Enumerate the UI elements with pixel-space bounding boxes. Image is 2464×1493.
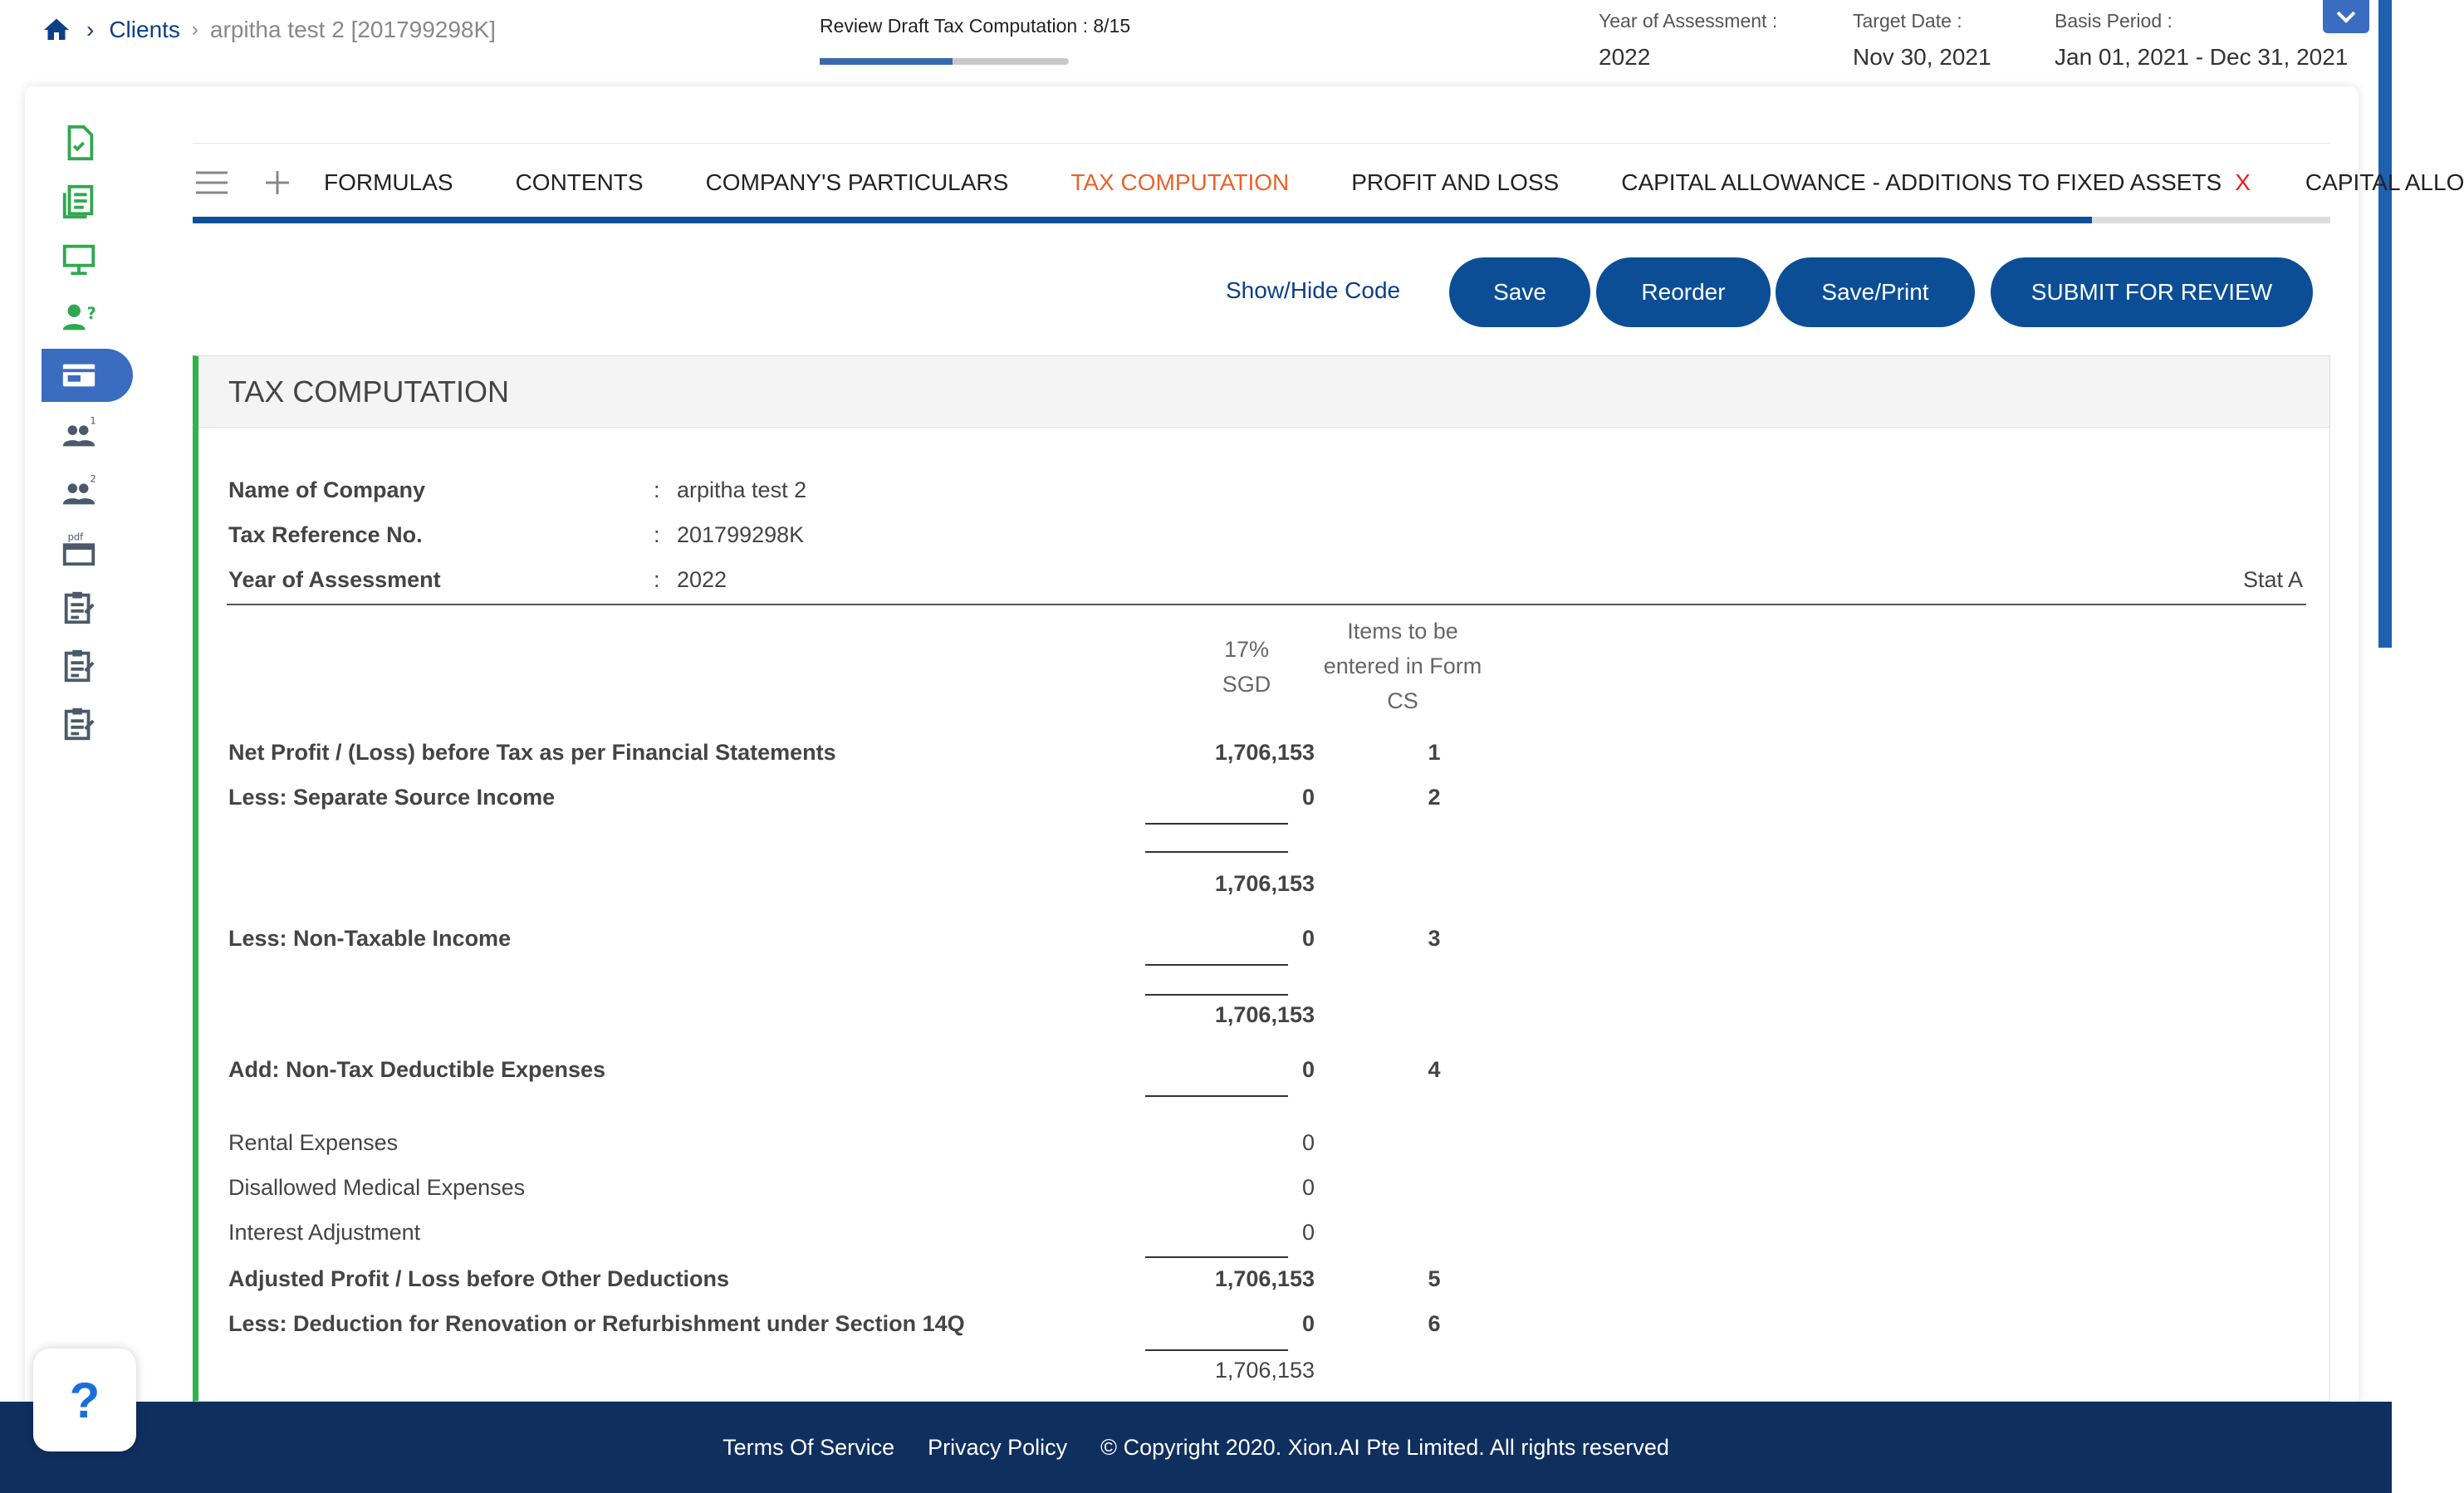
tab-capital-allowance-additions[interactable] <box>1621 169 2251 196</box>
row-cs-item: 4 <box>1428 1057 1441 1082</box>
progress-fill <box>820 58 953 65</box>
row-amount: 1,706,153 <box>1214 1266 1315 1291</box>
subtotal-rule <box>1145 994 1288 996</box>
row-amount: 0 <box>1301 1175 1315 1200</box>
sidebar-item-team-1[interactable] <box>42 407 133 460</box>
monitor-icon <box>60 240 98 278</box>
row-amount: 0 <box>1301 926 1315 951</box>
column-header-form-cs <box>1295 614 1511 718</box>
sidebar-item-clipboard-1[interactable] <box>42 581 133 634</box>
privacy-policy-link[interactable]: Privacy Policy <box>928 1434 1068 1460</box>
svg-text:?: ? <box>86 303 96 323</box>
basis-period <box>2055 10 2348 71</box>
panel-title: TAX COMPUTATION <box>198 356 2329 428</box>
subtotal-rule <box>1145 1349 1288 1351</box>
row-cs-item: 1 <box>1428 740 1441 765</box>
clipboard-icon <box>60 705 98 743</box>
chevron-right-icon: › <box>86 17 95 42</box>
tab-scrollbar-thumb[interactable] <box>193 217 2092 223</box>
row-cs-item: 3 <box>1428 926 1441 951</box>
chevron-right-icon: › <box>191 18 198 41</box>
save-button[interactable]: Save <box>1449 257 1590 327</box>
tab-label: CAPITAL ALLOWANCE - ADDITIONS TO FIXED ASSETS <box>1621 169 2222 195</box>
row-label: Rental Expenses <box>228 1130 399 1155</box>
basis-label: Basis Period : <box>2055 10 2173 32</box>
column-header-line: 17% <box>1223 637 1270 662</box>
tab-formulas[interactable]: FORMULAS <box>324 169 453 195</box>
subtotal-rule <box>1145 964 1288 966</box>
row-cs-item: 6 <box>1428 1311 1441 1336</box>
user-question-icon <box>60 298 98 336</box>
clipboard-icon <box>60 589 98 627</box>
sidebar-item-documents[interactable] <box>42 174 133 228</box>
row-label: Net Profit / (Loss) before Tax as per Financial Statements <box>228 740 836 765</box>
submit-for-review-button[interactable]: SUBMIT FOR REVIEW <box>1991 257 2313 327</box>
footer <box>0 1402 2392 1493</box>
row-amount: 0 <box>1301 1130 1315 1155</box>
column-header-line: entered in Form <box>1323 653 1482 678</box>
row-label: Interest Adjustment <box>228 1220 421 1245</box>
info-colon: : <box>654 477 660 502</box>
home-icon[interactable] <box>42 15 71 45</box>
year-of-assessment <box>1599 10 1777 71</box>
menu-icon[interactable] <box>196 166 228 199</box>
tab-contents[interactable]: CONTENTS <box>515 169 644 195</box>
row-label: Disallowed Medical Expenses <box>228 1175 526 1200</box>
info-colon: : <box>654 522 660 547</box>
tab-companys-particulars[interactable]: COMPANY'S PARTICULARS <box>705 169 1009 195</box>
row-amount: 1,706,153 <box>1214 871 1315 896</box>
users-1-icon <box>60 414 98 453</box>
panel-body <box>198 428 2329 1424</box>
row-label: Adjusted Profit / Loss before Other Deductions <box>228 1266 730 1291</box>
help-button[interactable]: ? <box>33 1349 136 1451</box>
sidebar-item-team-2[interactable] <box>42 465 133 518</box>
svg-text:pdf: pdf <box>67 531 84 543</box>
column-header-line: CS <box>1387 688 1418 713</box>
tab-capital-allowance-more[interactable]: CAPITAL ALLO <box>2305 169 2464 195</box>
chevron-down-icon <box>2334 8 2358 25</box>
sidebar-item-clipboard-3[interactable] <box>42 698 133 751</box>
row-amount: 0 <box>1301 1057 1315 1082</box>
file-check-icon <box>60 124 98 162</box>
year-label: Year of Assessment : <box>1599 10 1778 32</box>
tax-computation-panel <box>193 355 2330 1402</box>
target-label: Target Date : <box>1853 10 1962 32</box>
subtotal-rule <box>1145 1256 1288 1258</box>
info-label: Year of Assessment <box>228 567 441 592</box>
breadcrumb-current: arpitha test 2 [201799298K] <box>209 17 496 42</box>
top-header <box>0 0 2392 83</box>
info-label: Tax Reference No. <box>228 522 423 547</box>
tab-profit-and-loss[interactable]: PROFIT AND LOSS <box>1351 169 1560 195</box>
sidebar-item-tax-computation[interactable] <box>42 349 133 402</box>
row-label: Add: Non-Tax Deductible Expenses <box>228 1057 606 1082</box>
progress-label: Review Draft Tax Computation : 8/15 <box>820 15 1131 37</box>
progress-bar <box>820 58 1069 65</box>
column-header-line: SGD <box>1222 672 1271 697</box>
target-date <box>1853 10 1991 71</box>
row-amount: 0 <box>1301 1311 1315 1336</box>
sidebar-item-monitor[interactable] <box>42 233 133 286</box>
tab-tax-computation[interactable]: TAX COMPUTATION <box>1070 169 1290 195</box>
tab-bar <box>193 143 2464 223</box>
breadcrumb-clients-link[interactable]: Clients <box>109 17 180 42</box>
row-cs-item: 5 <box>1428 1266 1441 1291</box>
header-divider <box>227 604 2306 605</box>
close-tab-icon[interactable]: X <box>2235 169 2251 195</box>
info-value: arpitha test 2 <box>677 477 807 502</box>
page-scrollbar[interactable] <box>2378 0 2392 648</box>
pdf-icon <box>60 531 98 569</box>
sidebar-item-clipboard-2[interactable] <box>42 639 133 693</box>
users-2-icon <box>60 472 98 511</box>
sidebar-item-pdf[interactable] <box>42 523 133 576</box>
row-label: Less: Separate Source Income <box>228 785 556 810</box>
breadcrumb <box>42 15 496 45</box>
row-cs-item: 2 <box>1428 785 1441 810</box>
svg-text:2: 2 <box>90 472 96 485</box>
target-value: Nov 30, 2021 <box>1853 44 1991 70</box>
sidebar-item-checklist[interactable] <box>42 116 133 169</box>
row-amount: 0 <box>1301 1220 1315 1245</box>
show-hide-code-link[interactable]: Show/Hide Code <box>1226 277 1401 303</box>
sidebar-item-user-query[interactable] <box>42 291 133 344</box>
card-icon <box>60 356 98 394</box>
row-label: Less: Deduction for Renovation or Refurbishment under Section 14Q <box>228 1311 965 1336</box>
save-print-button[interactable]: Save/Print <box>1776 257 1975 327</box>
collapse-header-button[interactable] <box>2323 0 2369 33</box>
basis-value: Jan 01, 2021 - Dec 31, 2021 <box>2055 44 2349 70</box>
row-amount: 1,706,153 <box>1214 1358 1315 1383</box>
info-label: Name of Company <box>228 477 426 502</box>
svg-text:1: 1 <box>90 414 96 427</box>
tab-scrollbar[interactable] <box>193 217 2330 223</box>
year-value: 2022 <box>1599 44 1651 70</box>
reorder-button[interactable]: Reorder <box>1596 257 1771 327</box>
stat-a-label: Stat A <box>2242 567 2303 592</box>
copyright-text: © Copyright 2020. Xion.AI Pte Limited. All rights reserved <box>1100 1434 1669 1460</box>
row-amount: 1,706,153 <box>1214 1002 1315 1027</box>
row-label: Less: Non-Taxable Income <box>228 926 512 951</box>
subtotal-rule <box>1145 823 1288 825</box>
info-colon: : <box>654 567 660 592</box>
row-amount: 0 <box>1301 785 1315 810</box>
subtotal-rule <box>1145 1095 1288 1097</box>
clipboard-icon <box>60 647 98 685</box>
column-header-line: Items to be <box>1347 619 1458 644</box>
row-amount: 1,706,153 <box>1214 740 1315 765</box>
terms-of-service-link[interactable]: Terms Of Service <box>723 1434 895 1460</box>
info-value: 2022 <box>677 567 727 592</box>
document-list-icon <box>60 182 98 220</box>
subtotal-rule <box>1145 851 1288 853</box>
info-value: 201799298K <box>677 522 805 547</box>
add-tab-icon[interactable] <box>264 166 291 199</box>
